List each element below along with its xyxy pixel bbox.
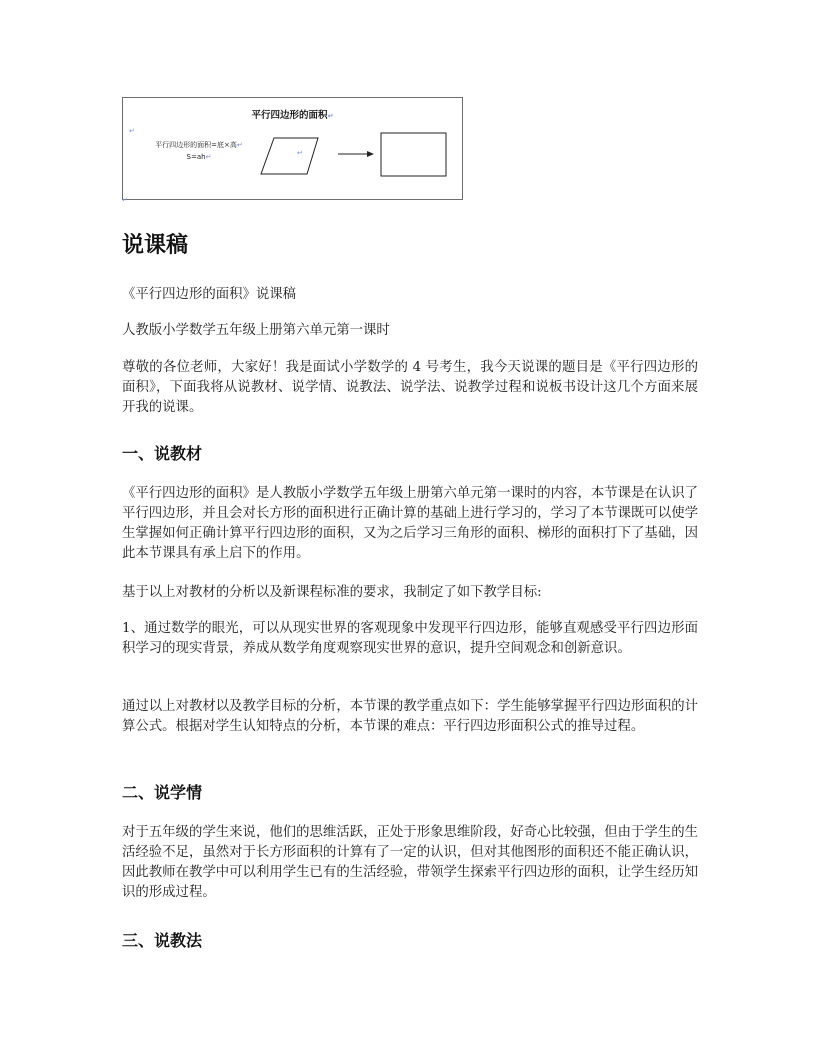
parallelogram-shape bbox=[261, 138, 318, 174]
board-shapes bbox=[123, 98, 464, 201]
material-paragraph: 《平行四边形的面积》是人教版小学数学五年级上册第六单元第一课时的内容，本节课是在认识了平行四边形，并且会对长方形的面积进行正确计算的基础上进行学习的，学习了本节课既可以使学生掌握如何正确计算平行四边形的面积，又为之后学习三角形的面积、梯形的面积打下了基础，因此本节课具有承上启下的作用。 bbox=[122, 486, 698, 561]
section-heading-teaching-material: 一、说教材 bbox=[122, 444, 203, 463]
formula-short-text: S=ah bbox=[186, 153, 206, 161]
document-heading: 说课稿 bbox=[122, 233, 189, 258]
paragraph-mark-icon: ↵ bbox=[236, 141, 243, 149]
paragraph-mark-icon: ↵ bbox=[205, 153, 212, 161]
rectangle-shape bbox=[381, 133, 446, 176]
paragraph-mark-icon: ↵ bbox=[327, 112, 334, 120]
student-analysis-paragraph: 对于五年级的学生来说，他们的思维活跃，正处于形象思维阶段，好奇心比较强，但由于学生的生活经验不足，虽然对于长方形面积的计算有了一定的认识，但对其他图形的面积还不能正确认识，因此教师在教学中可以利用学生已有的生活经验，带领学生探索平行四边形的面积，让学生经历知识的形成过程。 bbox=[122, 825, 698, 900]
paragraph-mark-icon: ↵ bbox=[297, 149, 303, 157]
formula-text: 平行四边形的面积=底×高 bbox=[155, 141, 237, 149]
objective-1-paragraph: 1、通过数学的眼光，可以从现实世界的客观现象中发现平行四边形，能够直观感受平行四边形面积学习的现实背景，养成从数学角度观察现实世界的意识，提升空间观念和创新意识。 bbox=[122, 621, 698, 656]
paragraph-mark-icon: ↵ bbox=[122, 196, 128, 204]
key-points-paragraph: 通过以上对教材以及教学目标的分析，本节课的教学重点如下：学生能够掌握平行四边形面积的计算公式。根据对学生认知特点的分析，本节课的难点：平行四边形面积公式的推导过程。 bbox=[122, 699, 698, 734]
board-design-figure bbox=[122, 97, 463, 200]
intro-paragraph: 尊敬的各位老师，大家好！我是面试小学数学的 4 号考生，我今天说课的题目是《平行四边形的面积》，下面我将从说教材、说学情、说教法、说学法、说教学过程和说板书设计这几个方面来展开我的说课。 bbox=[122, 360, 698, 415]
section-heading-student-analysis: 二、说学情 bbox=[122, 783, 203, 802]
board-title-text: 平行四边形的面积 bbox=[251, 110, 328, 121]
arrow-head-icon bbox=[367, 151, 374, 157]
section-heading-teaching-method: 三、说教法 bbox=[122, 931, 203, 950]
objectives-intro-paragraph: 基于以上对教材的分析以及新课程标准的要求，我制定了如下教学目标: bbox=[122, 585, 542, 600]
document-title-line: 《平行四边形的面积》说课稿 bbox=[122, 287, 297, 302]
document-subtitle-line: 人教版小学数学五年级上册第六单元第一课时 bbox=[122, 323, 390, 338]
paragraph-mark-icon: ↵ bbox=[129, 127, 135, 135]
